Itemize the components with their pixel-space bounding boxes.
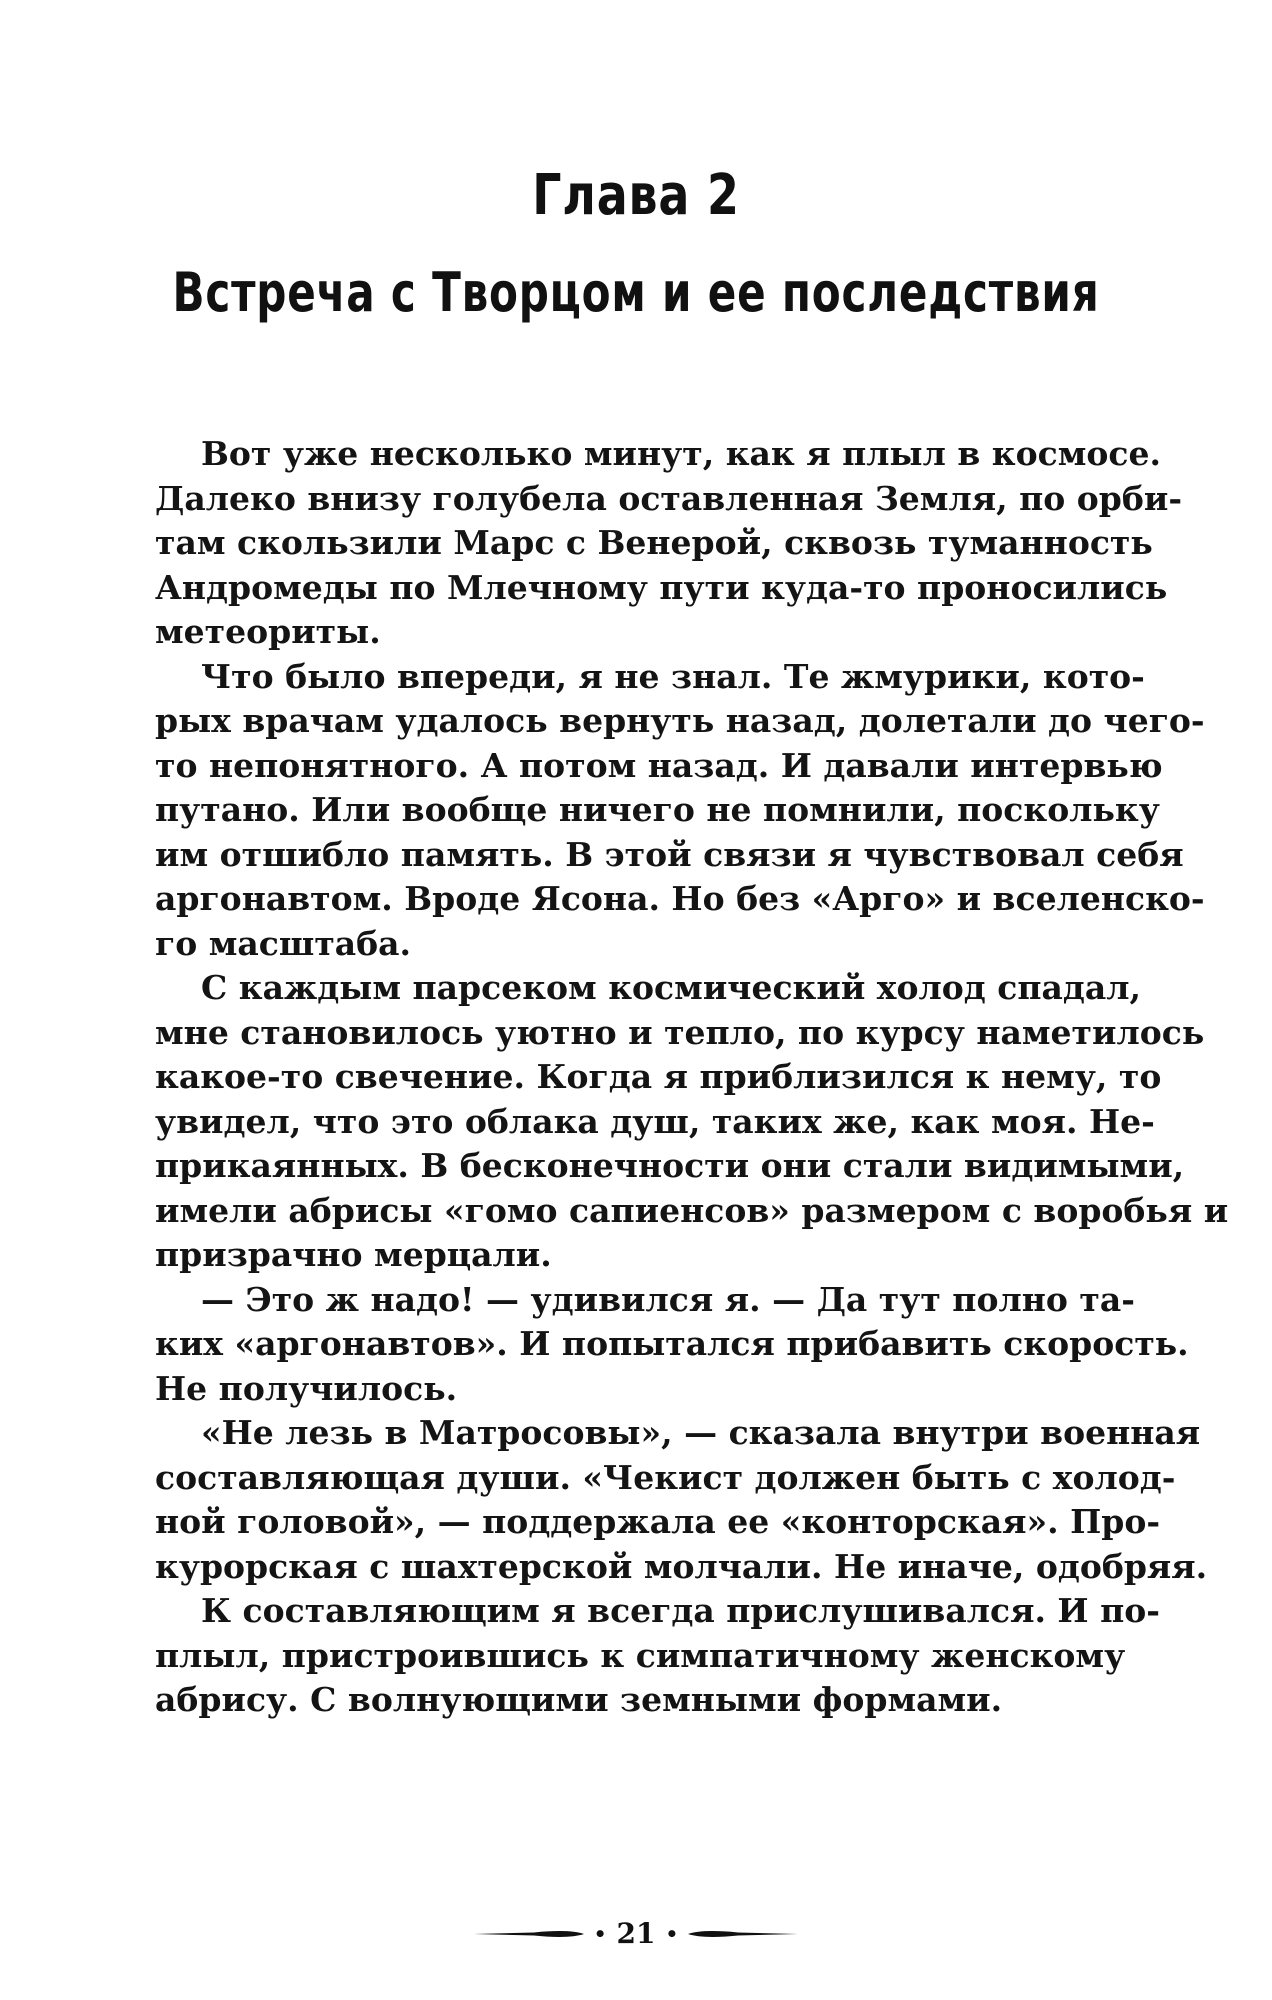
text-line: прикаянных. В бесконечности они стали видимыми,: [155, 1146, 1185, 1185]
body-text: [155, 432, 1229, 1723]
text-line: ких «аргонавтов». И попытался прибавить скорость.: [155, 1324, 1189, 1363]
left-ornament-icon: [474, 1927, 584, 1941]
text-line: Далеко внизу голубела оставленная Земля, по орби-: [155, 478, 1183, 518]
text-line: путано. Или вообще ничего не помнили, поскольку: [155, 790, 1160, 829]
text-line: рых врачам удалось вернуть назад, долетали до чего-: [155, 701, 1205, 740]
text-line: метеориты.: [155, 612, 381, 651]
text-line: Что было впереди, я не знал. Те жмурики, кото-: [201, 656, 1145, 696]
chapter-title: Встреча с Творцом и ее последствия: [172, 261, 1100, 324]
text-line: ной головой», — поддержала ее «конторская». Про-: [155, 1502, 1161, 1541]
paragraph-4: [155, 1278, 1189, 1412]
text-line: — Это ж надо! — удивился я. — Да тут полно та-: [201, 1279, 1135, 1319]
text-line: С каждым парсеком космический холод спадал,: [201, 968, 1142, 1007]
paragraph-2: [155, 655, 1205, 967]
chapter-number: Глава 2: [532, 163, 740, 228]
text-line: курорская с шахтерской молчали. Не иначе, одобряя.: [155, 1546, 1208, 1586]
page-number: 21: [616, 1917, 656, 1950]
chapter-heading: [0, 163, 1272, 324]
text-line: абрису. С волнующими земными формами.: [155, 1680, 1003, 1719]
text-line: увидел, что это облака душ, таких же, как моя. Не-: [155, 1101, 1155, 1141]
paragraph-5: [155, 1411, 1208, 1589]
bullet-dot-icon: •: [593, 1922, 607, 1946]
text-line: го масштаба.: [155, 923, 412, 963]
text-line: Не получилось.: [155, 1368, 458, 1408]
paragraph-6: [155, 1589, 1160, 1723]
right-ornament-icon: [688, 1927, 798, 1941]
text-line: К составляющим я всегда прислушивался. И по-: [201, 1591, 1160, 1630]
text-line: аргонавтом. Вроде Ясона. Но без «Арго» и вселенско-: [155, 879, 1205, 918]
bullet-dot-icon: •: [665, 1922, 679, 1946]
text-line: то непонятного. А потом назад. И давали интервью: [155, 745, 1163, 785]
text-line: «Не лезь в Матросовы», — сказала внутри военная: [201, 1413, 1201, 1452]
text-line: какое-то свечение. Когда я приблизился к нему, то: [155, 1057, 1162, 1096]
text-line: составляющая души. «Чекист должен быть с холод-: [155, 1457, 1176, 1497]
page-footer: [0, 1917, 1272, 1950]
paragraph-3: [155, 966, 1229, 1278]
text-line: Вот уже несколько минут, как я плыл в космосе.: [201, 434, 1161, 473]
text-line: там скользили Марс с Венерой, сквозь туманность: [155, 523, 1153, 562]
text-line: мне становилось уютно и тепло, по курсу наметилось: [155, 1012, 1205, 1052]
text-line: имели абрисы «гомо сапиенсов» размером с воробья и: [155, 1190, 1229, 1230]
text-line: Андромеды по Млечному пути куда-то проносились: [155, 567, 1168, 607]
paragraph-1: [155, 432, 1183, 655]
text-line: призрачно мерцали.: [155, 1235, 552, 1274]
text-line: им отшибло память. В этой связи я чувствовал себя: [155, 834, 1184, 874]
text-line: плыл, пристроившись к симпатичному женскому: [155, 1635, 1126, 1675]
